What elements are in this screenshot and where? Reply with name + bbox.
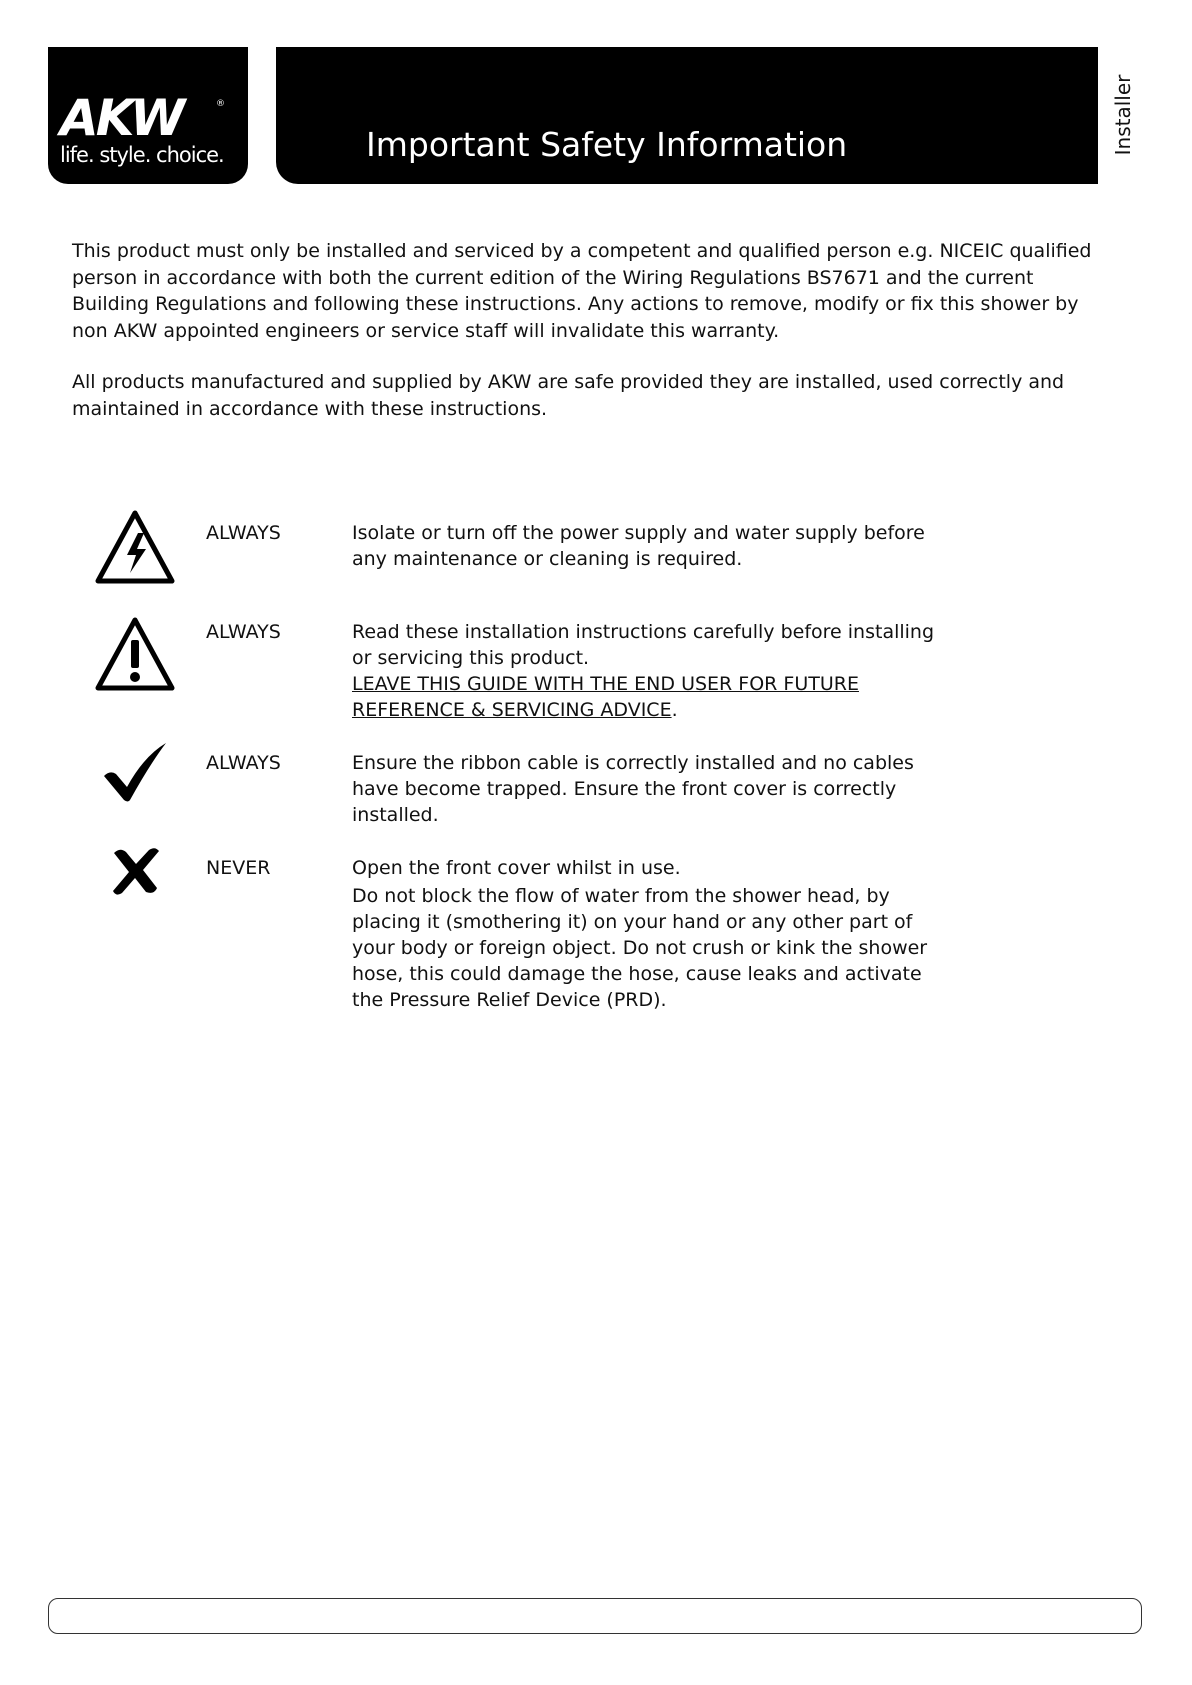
safety-text: Isolate or turn off the power supply and water supply before any maintenance or cleaning is required.	[352, 522, 925, 570]
safety-text: Read these installation instructions carefully before installing or servicing this product.	[352, 621, 935, 669]
safety-text-block	[352, 855, 942, 1013]
logo-tagline: life. style. choice.	[60, 143, 224, 167]
intro-paragraph-2: All products manufactured and supplied by AKW are safe provided they are installed, used correctly and maintained in accordance with these instructions.	[72, 371, 1065, 420]
safety-text: Open the front cover whilst in use.	[352, 857, 681, 879]
side-tab-label: Installer	[1111, 74, 1135, 156]
title-banner	[276, 47, 1098, 184]
safety-keyword: ALWAYS	[206, 621, 281, 643]
safety-keyword: ALWAYS	[206, 522, 281, 544]
safety-keyword: ALWAYS	[206, 752, 281, 774]
side-tab	[1106, 72, 1140, 158]
safety-keyword: NEVER	[206, 857, 271, 879]
intro-paragraph-1: This product must only be installed and serviced by a competent and qualified person e.g. NICEIC qualified person in accordance with both the current edition of the Wiring Regulations BS7671 and the current Building Regulations and following these instructions. Any actions to remove, modify or fix this shower by non AKW appointed engineers or service staff will invalidate this warranty.	[72, 240, 1092, 342]
check-icon	[100, 740, 170, 804]
warning-icon	[94, 616, 176, 692]
safety-note: LEAVE THIS GUIDE WITH THE END USER FOR FUTURE REFERENCE & SERVICING ADVICE	[352, 673, 859, 721]
safety-text-detail: Do not block the flow of water from the shower head, by placing it (smothering it) on your hand or any other part of your body or foreign object. Do not crush or kink the shower hose, this could damage the hose, cause leaks and activate the Pressure Relief Device (PRD).	[352, 885, 928, 1011]
registered-mark: ®	[216, 99, 225, 109]
electric-hazard-icon	[94, 509, 176, 585]
page-title: Important Safety Information	[366, 125, 848, 164]
logo-wordmark: AKW	[60, 89, 183, 147]
safety-text-block	[352, 619, 942, 723]
safety-note-end: .	[671, 699, 678, 721]
safety-text: Ensure the ribbon cable is correctly installed and no cables have become trapped. Ensure the front cover is correctly installed.	[352, 752, 914, 826]
cross-icon	[108, 845, 164, 897]
brand-logo	[48, 47, 248, 184]
footer-bar	[48, 1598, 1142, 1634]
